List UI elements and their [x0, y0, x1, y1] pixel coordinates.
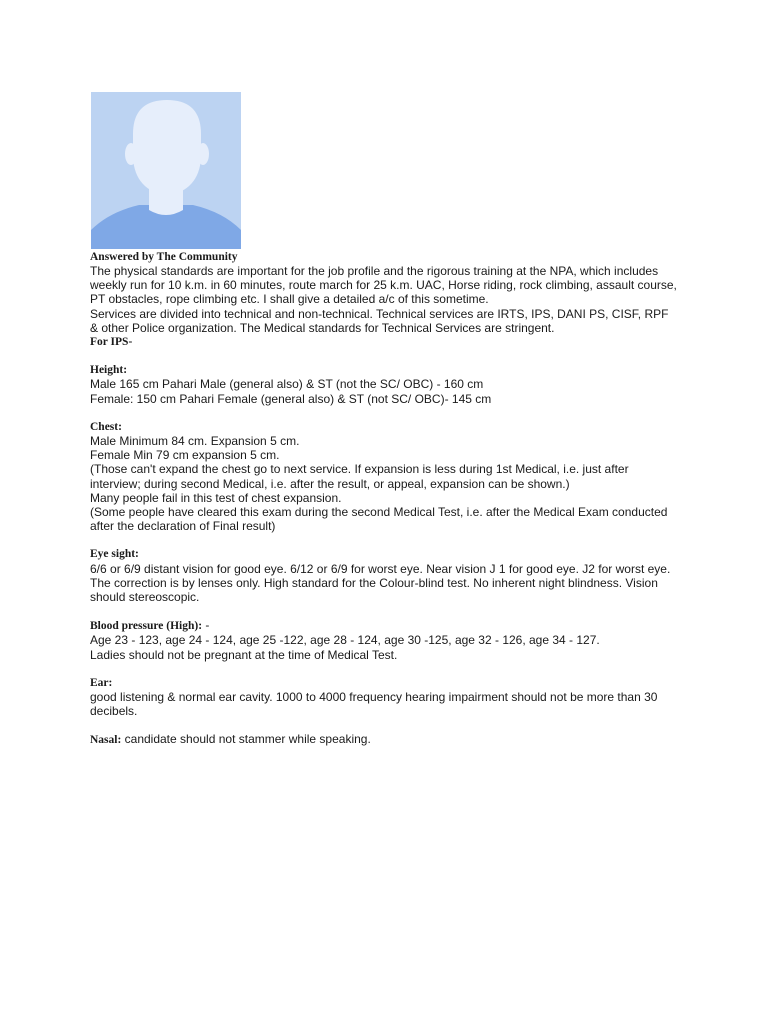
author-label: Answered by The Community — [90, 251, 238, 263]
ear-line: good listening & normal ear cavity. 1000 to 4000 frequency hearing impairment should not be more than 30 — [90, 690, 658, 705]
blood-pressure-heading: Blood pressure (High): — [90, 620, 203, 633]
eyesight-heading: Eye sight: — [90, 548, 139, 561]
chest-line: interview; during second Medical, i.e. after the result, or appeal, expansion can be shown.) — [90, 476, 570, 491]
ear-line: decibels. — [90, 704, 138, 719]
nasal-section — [90, 732, 680, 747]
chest-heading: Chest: — [90, 420, 122, 433]
nasal-text: candidate should not stammer while speaking. — [121, 732, 371, 747]
eyesight-line: The correction is by lenses only. High standard for the Colour-blind test. No inherent night blindness. Vision — [90, 575, 658, 590]
chest-line: (Some people have cleared this exam during the second Medical Test, i.e. after the Medical Exam conducted — [90, 505, 668, 520]
eyesight-line: 6/6 or 6/9 distant vision for good eye. 6/12 or 6/9 for worst eye. Near vision J 1 for good eye. J2 for worst eye. — [90, 561, 671, 576]
blood-pressure-heading-row — [90, 618, 680, 633]
chest-section — [90, 420, 680, 534]
nasal-heading: Nasal: — [90, 734, 122, 747]
intro-line: Services are divided into technical and non-technical. Technical services are IRTS, IPS, DANI PS, CISF, RPF — [90, 306, 669, 321]
height-section — [90, 363, 680, 406]
eyesight-line: should stereoscopic. — [90, 590, 200, 605]
user-silhouette-icon — [91, 92, 241, 249]
chest-line: Many people fail in this test of chest expansion. — [90, 490, 342, 505]
intro-line: The physical standards are important for the job profile and the rigorous training at the NPA, which includes — [90, 264, 659, 278]
blood-pressure-section — [90, 618, 680, 662]
height-line: Female: 150 cm Pahari Female (general also) & ST (not SC/ OBC)- 145 cm — [90, 391, 492, 406]
chest-line: (Those can't expand the chest go to next service. If expansion is less during 1st Medical, i.e. just after — [90, 462, 629, 477]
blood-pressure-suffix: - — [202, 618, 210, 633]
blood-pressure-line: Ladies should not be pregnant at the time of Medical Test. — [90, 647, 398, 662]
chest-line: after the declaration of Final result) — [90, 519, 276, 534]
for-ips-heading: For IPS- — [90, 336, 133, 349]
chest-line: Female Min 79 cm expansion 5 cm. — [90, 448, 280, 463]
chest-line: Male Minimum 84 cm. Expansion 5 cm. — [90, 434, 300, 449]
blood-pressure-line: Age 23 - 123, age 24 - 124, age 25 -122, age 28 - 124, age 30 -125, age 32 - 126, age 34 - 127. — [90, 633, 600, 648]
intro-line: weekly run for 10 k.m. in 60 minutes, route march for 25 k.m. UAC, Horse riding, rock climbing, assault course, — [90, 278, 677, 293]
answer-content — [90, 250, 680, 748]
intro-line: & other Police organization. The Medical standards for Technical Services are stringent. — [90, 320, 555, 335]
ear-section — [90, 676, 680, 719]
avatar — [91, 92, 241, 249]
intro-line: PT obstacles, rope climbing etc. I shall give a detailed a/c of this sometime. — [90, 292, 489, 307]
height-heading: Height: — [90, 364, 128, 377]
intro-paragraph — [90, 264, 680, 335]
height-line: Male 165 cm Pahari Male (general also) & ST (not the SC/ OBC) - 160 cm — [90, 377, 484, 392]
nasal-row — [90, 732, 680, 747]
eyesight-section — [90, 547, 680, 604]
ear-heading: Ear: — [90, 676, 113, 689]
